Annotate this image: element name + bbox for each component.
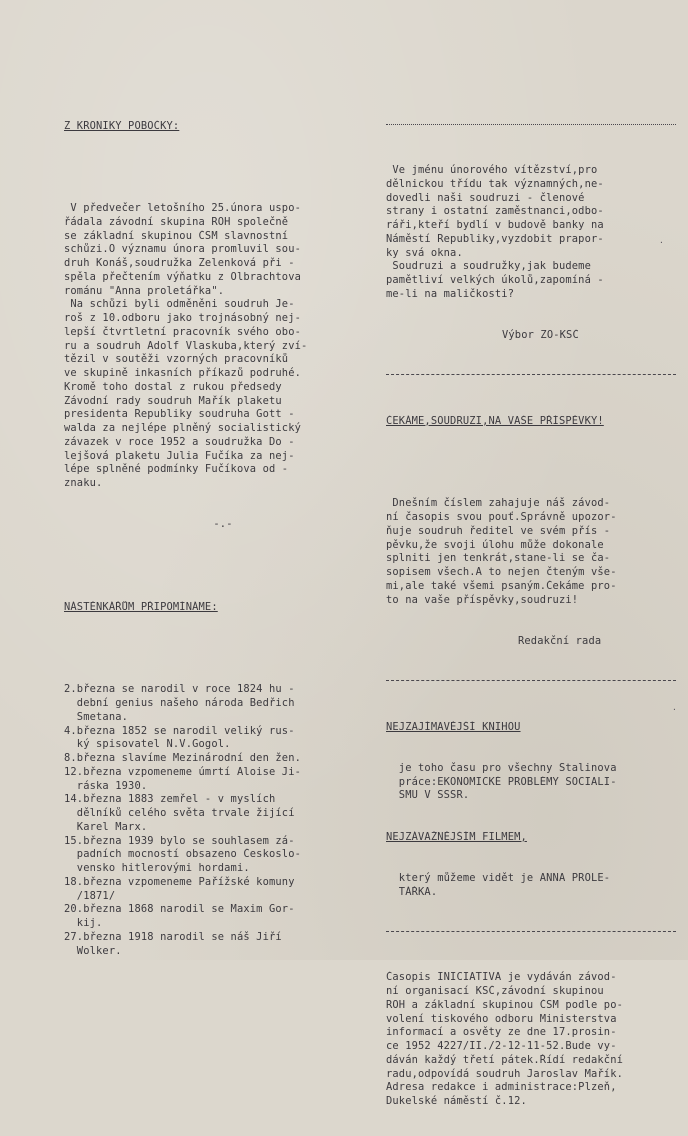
top-rule — [386, 124, 676, 131]
text-line: strany i ostatní zaměstnanci,odbo- — [386, 205, 604, 218]
text-line: presidenta Republiky soudruha Gott - — [64, 408, 295, 421]
filmem-heading: NEJZÁVAŽNĚJŠÍM FILMEM, — [386, 830, 527, 843]
text-line: tězil v soutěži vzorných pracovníků — [64, 353, 289, 366]
text-line: me-li na maličkosti? — [386, 287, 515, 300]
text-line: ňuje soudruh ředitel ve svém přís - — [386, 524, 611, 537]
text-line: padních mocností obsazeno Českoslo- — [64, 848, 302, 861]
text-line: Smetana. — [64, 710, 129, 723]
text-line: mi,ale také všemi psaným.Čekáme pro- — [386, 579, 617, 592]
text-line: Karel Marx. — [64, 820, 148, 833]
text-line: Náměstí Republiky,vyzdobit prapor- — [386, 232, 604, 245]
text-line: pamětliví velkých úkolů,zapomíná - — [386, 274, 604, 286]
text-line: sopisem všech.A to nejen čteným vše- — [386, 566, 617, 578]
text-line: ky svá okna. — [386, 246, 463, 259]
text-line: schůzi.O významu února promluvil sou- — [64, 243, 302, 256]
text-line: pěvku,že svoji úlohu může dokonale — [386, 538, 604, 551]
text-line: /1871/ — [64, 889, 116, 902]
text-line: roš z 10.odboru jako trojnásobný nej- — [64, 312, 302, 324]
text-line: ráska 1930. — [64, 779, 148, 792]
right-column — [386, 92, 676, 1136]
text-line: románu "Anna proletářka". — [64, 284, 225, 297]
section-divider — [386, 931, 676, 938]
prispevky-signature: Redakční rada — [518, 634, 602, 647]
text-line: 15.března 1939 bylo se souhlasem zá- — [64, 834, 295, 847]
text-line: se základní skupinou ČSM slavnostní — [64, 229, 289, 242]
kronika-body — [64, 202, 382, 491]
text-line: Časopis INICIATIVA je vydáván závod- — [386, 971, 617, 984]
text-line: práce:EKONOMICKÉ PROBLÉMY SOCIALI- — [386, 775, 617, 788]
text-line: ní časopis svou pouť.Správně upozor- — [386, 511, 617, 523]
text-line: Kromě toho dostal z rukou předsedy — [64, 380, 282, 393]
text-line: ce 1952 4227/II./2-12-11-52.Bude vy- — [386, 1040, 617, 1052]
text-line: V předvečer letošního 25.února uspo- — [64, 202, 302, 214]
text-line: spěla přečtením výňatku z Olbrachtova — [64, 270, 302, 283]
text-line: Soudruzi a soudružky,jak budeme — [386, 260, 591, 273]
text-line: 4.března 1852 se narodil veliký rus- — [64, 724, 295, 737]
text-line: Na schůzi byli odměněni soudruh Je- — [64, 298, 295, 311]
nastenkam-heading: NÁSTĚNKÁŘŮM PŘIPOMÍNÁME: — [64, 600, 218, 613]
section-divider — [386, 680, 676, 687]
vybor-signature: Výbor ZO-KSČ — [502, 329, 579, 341]
text-line: volení tiskového odboru Ministerstva — [386, 1012, 617, 1025]
text-line: to na vaše příspěvky,soudruzi! — [386, 593, 579, 606]
tiraz-body — [386, 971, 676, 1109]
text-line: dáván každý třetí pátek.Řídí redakční — [386, 1053, 624, 1066]
text-line: Dukelské náměstí č.12. — [386, 1095, 527, 1107]
nastenkam-list — [64, 683, 382, 958]
text-line: Dnešním číslem zahajuje náš závod- — [386, 497, 611, 510]
text-line: 18.března vzpomeneme Pařížské komuny — [64, 875, 295, 888]
text-line: 2.března se narodil v roce 1824 hu - — [64, 683, 295, 696]
text-line: ru a soudruh Adolf Vlaskuba,který zví- — [64, 339, 308, 352]
text-line: Závodní rady soudruh Mařík plaketu — [64, 394, 282, 407]
text-line: dělnickou třídu tak významných,ne- — [386, 177, 604, 190]
text-line: lépe splněné podmínky Fučíkova od - — [64, 463, 289, 476]
left-column — [64, 92, 382, 986]
text-line: 12.března vzpomeneme úmrtí Aloise Ji- — [64, 765, 302, 778]
text-line: znaku. — [64, 477, 103, 489]
text-line: dělníků celého světa trvale žijící — [64, 807, 295, 819]
text-line: kij. — [64, 917, 103, 929]
text-line: který můžeme vidět je ANNA PROLE- — [386, 871, 611, 884]
knihou-heading: NEJZAJÍMAVĚJŠÍ KNIHOU — [386, 720, 521, 733]
text-line: ký spisovatel N.V.Gogol. — [64, 738, 231, 751]
text-line: dovedli naši soudruzi - členové — [386, 191, 585, 204]
text-line: dební genius našeho národa Bedřich — [64, 697, 295, 709]
prispevky-heading: ČEKÁME,SOUDRUZI,NA VAŠE PŘÍSPĚVKY! — [386, 414, 604, 427]
text-line: ní organisací KSČ,závodní skupinou — [386, 985, 604, 997]
text-line: závazek v roce 1952 a soudružka Do - — [64, 435, 295, 448]
text-line: je toho času pro všechny Stalinova — [386, 761, 617, 774]
text-line: lepší čtvrtletní pracovník svého obo- — [64, 325, 302, 338]
margin-mark: · — [672, 705, 677, 714]
prispevky-body — [386, 497, 676, 607]
text-line: Ve jménu únorového vítězství,pro — [386, 164, 598, 176]
text-line: ve skupině inkasních příkazů podruhé. — [64, 367, 302, 379]
vybor-body — [386, 164, 676, 302]
text-line: 27.března 1918 narodil se náš Jiří — [64, 930, 282, 943]
text-line: walda za nejlépe plněný socialistický — [64, 422, 302, 434]
filmem-body — [386, 872, 676, 900]
text-line: ráři,kteří bydlí v budově banky na — [386, 219, 604, 231]
knihou-body — [386, 762, 676, 803]
text-line: 8.března slavíme Mezinárodní den žen. — [64, 752, 302, 764]
text-line: SMU V SSSR. — [386, 789, 470, 802]
text-line: druh Konáš,soudružka Zelenková při - — [64, 257, 295, 269]
text-line: Wolker. — [64, 944, 122, 957]
kronika-separator: -.- — [213, 518, 233, 531]
text-line: informací a osvěty ze dne 17.prosin- — [386, 1026, 617, 1039]
text-line: vensko hitlerovými hordami. — [64, 862, 250, 874]
margin-mark: · — [659, 238, 664, 247]
text-line: 14.března 1883 zemřel - v myslích — [64, 793, 276, 806]
text-line: TÁŘKA. — [386, 885, 438, 898]
section-divider — [386, 374, 676, 381]
text-line: 20.března 1868 narodil se Maxim Gor- — [64, 903, 295, 916]
text-line: ROH a základní skupinou ČSM podle po- — [386, 998, 624, 1011]
text-line: Adresa redakce i administrace:Plzeň, — [386, 1081, 617, 1094]
text-line: radu,odpovídá soudruh Jaroslav Mařík. — [386, 1067, 624, 1080]
text-line: splniti jen tenkrát,stane-li se ča- — [386, 552, 611, 565]
text-line: lejšová plaketu Julia Fučíka za nej- — [64, 449, 295, 462]
kronika-heading: Z KRONIKY POBOČKY: — [64, 119, 180, 132]
text-line: řádala závodní skupina ROH společně — [64, 215, 289, 228]
